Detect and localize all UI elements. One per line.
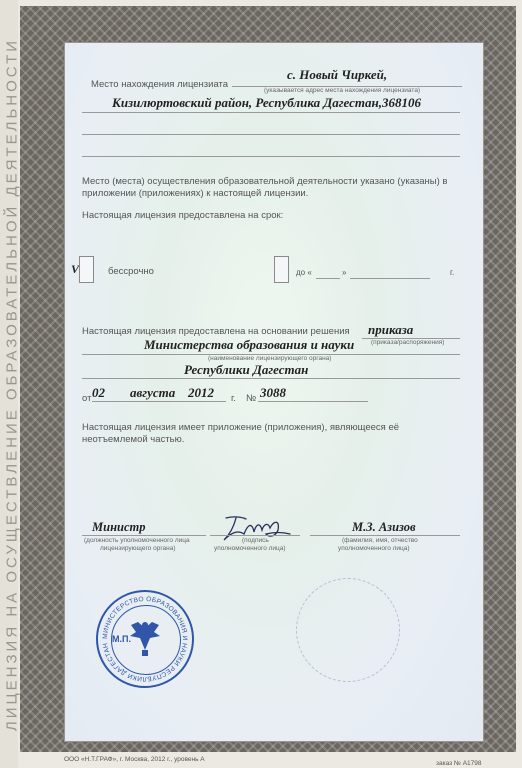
name-rule [310,535,460,536]
location-rule2 [82,112,460,113]
location-hint: (указывается адрес места нахождения лицензиата) [264,87,421,94]
until-month-rule [350,278,430,279]
decision-month: августа [130,385,176,400]
signatory-position: Министр [92,520,146,534]
location-line2: Кизилюртовский район, Республика Дагестан,368106 [112,95,421,110]
signature-rule [210,535,300,536]
date-year-suffix: г. [231,393,236,404]
indefinite-check-mark: V [71,262,80,276]
location-rule4 [82,156,460,157]
svg-text:МИНИСТЕРСТВО ОБРАЗОВАНИЯ И НАУ: МИНИСТЕРСТВО ОБРАЗОВАНИЯ И НАУКИ РЕСПУБЛИКИ ДАГЕСТАН [101,595,189,683]
decision-number: 3088 [260,385,286,400]
position-hint2: лицензирующего органа) [100,545,176,552]
until-year-suffix: г. [450,268,455,277]
signature-hint1: (подпись [242,537,269,544]
order-number: заказ № А1798 [436,760,482,767]
until-checkbox [274,256,289,283]
indefinite-checkbox [79,256,94,283]
position-hint1: (должность уполномоченного лица [84,537,190,544]
until-close-quote: » [342,268,347,277]
organ-line1: Министерства образования и науки [144,337,355,352]
appendix-text: Настоящая лицензия имеет приложение (приложения), являющееся её неотъемлемой частью. [82,422,400,445]
activity-place-text: Место (места) осуществления образовательной деятельности указано (указаны) в приложении (приложениях) к настоящей лицензии. [82,176,448,199]
document-spine [0,0,21,768]
indefinite-label: бессрочно [108,266,154,277]
organ-line2: Республики Дагестан [184,362,309,377]
stamp-place-mark: М.П. [112,634,131,644]
spine-caption: ЛИЦЕНЗИЯ НА ОСУЩЕСТВЛЕНИЕ ОБРАЗОВАТЕЛЬНОЙ ДЕЯТЕЛЬНОСТИ [3,37,21,732]
name-hint1: (фамилия, имя, отчество [342,537,418,544]
decision-day: 02 [92,385,105,400]
organ-hint: (наименование лицензирующего органа) [208,355,332,362]
date-prefix: от [82,393,92,404]
number-prefix: № [246,393,257,404]
signature-hint2: уполномоченного лица) [214,545,286,552]
decision-type: приказа [368,322,414,337]
number-rule [258,401,368,402]
until-day-rule [316,278,340,279]
organ-rule2 [82,378,460,379]
location-rule3 [82,134,460,135]
location-line1: с. Новый Чиркей, [287,67,388,82]
name-hint2: уполномоченного лица) [338,545,410,552]
location-label: Место нахождения лицензиата [91,79,229,90]
decision-hint: (приказа/распоряжения) [371,339,445,346]
printer-info: ООО «Н.Т.ГРАФ», г. Москва, 2012 г., уровень А [64,756,205,763]
position-rule [82,535,206,536]
faint-stamp-impression [296,578,400,682]
official-stamp [96,590,194,688]
basis-label: Настоящая лицензия предоставлена на основании решения [82,326,350,337]
term-label: Настоящая лицензия предоставлена на срок: [82,210,284,221]
signatory-name: М.З. Азизов [352,520,416,534]
decision-year: 2012 [188,385,214,400]
until-label: до « [296,268,312,277]
date-rule [92,401,226,402]
